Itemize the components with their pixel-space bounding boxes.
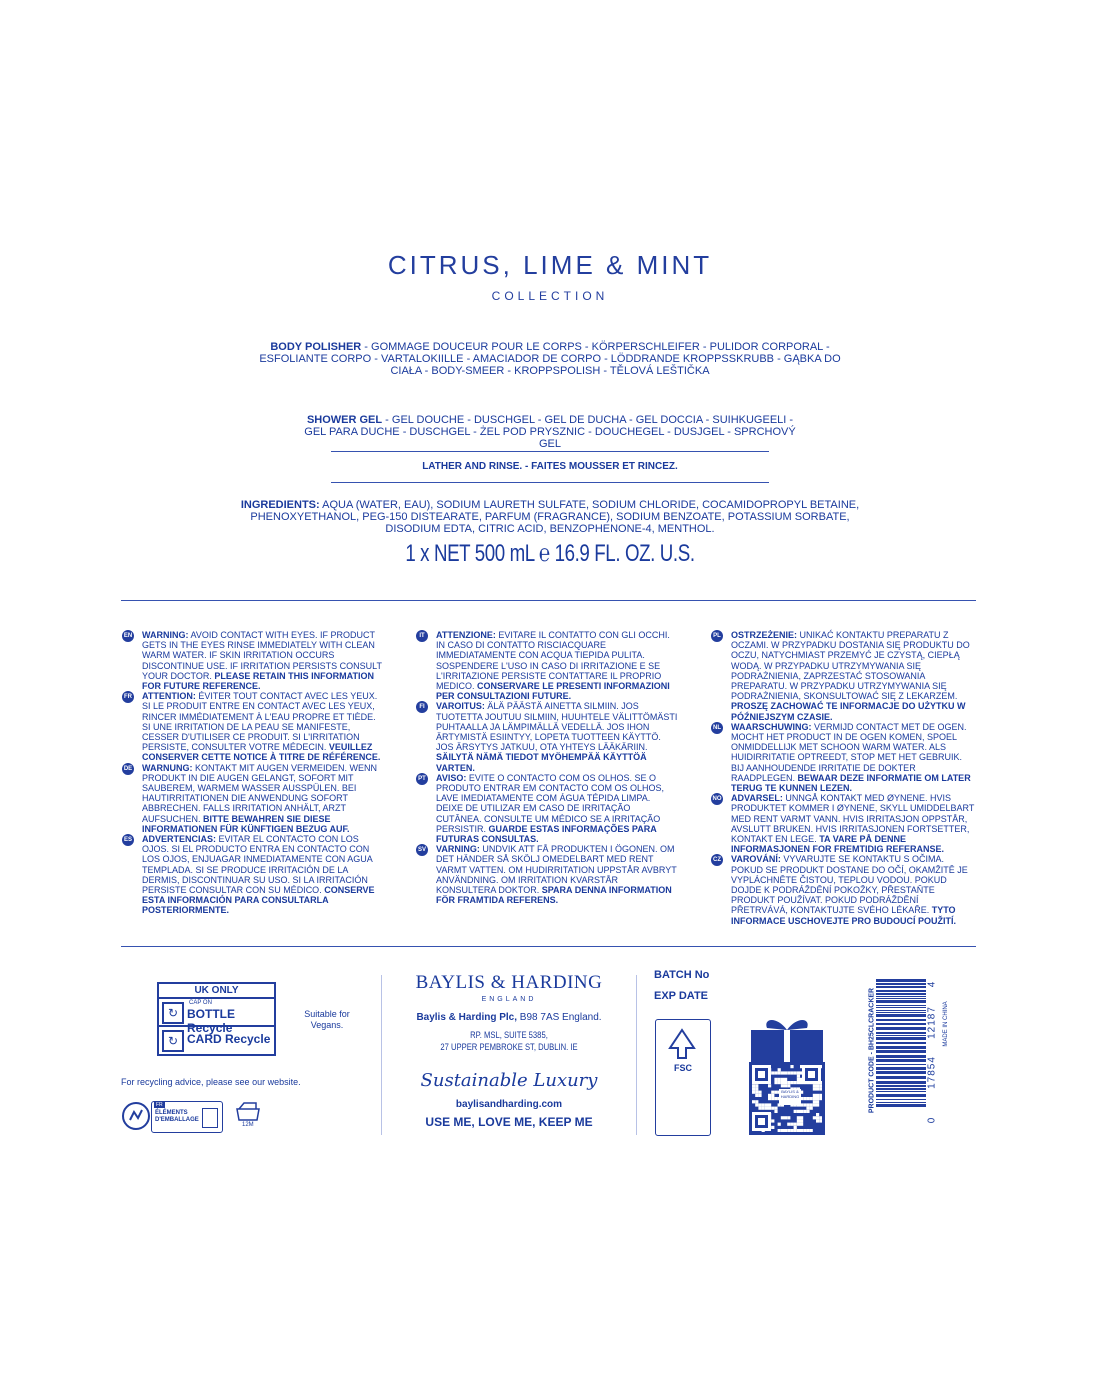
- bottle-recycle-label: BOTTLE Recycle: [187, 1007, 235, 1035]
- eu-address-line2: 27 UPPER PEMBROKE ST, DUBLIN. IE: [440, 1042, 578, 1052]
- warning-lead: WARNING:: [142, 630, 189, 640]
- tree-icon: [666, 1028, 698, 1060]
- body-polisher-names: [250, 341, 850, 377]
- ingredients-text: AQUA (WATER, EAU), SODIUM LAURETH SULFATE, SODIUM CHLORIDE, COCAMIDOPROPYL BETAINE, PHENOXYETHANOL, PEG-150 DISTEARATE, PARFUM (FRAGRANCE), SODIUM BENZOATE, POTASSIUM SORBATE, DISODIUM EDTA, CITRIC ACID, BENZOPHENONE-4, MENTHOL.: [250, 499, 860, 535]
- warning-lead: ADVERTENCIAS:: [142, 834, 217, 845]
- uk-address: [382, 1012, 636, 1023]
- barcode-digits-group2: 12187: [926, 1006, 938, 1039]
- warning-text: ÉVITER TOUT CONTACT AVEC LES YEUX. SI LE PRODUIT ENTRE EN CONTACT AVEC LES YEUX, RINCER IMMÉDIATEMENT À L'EAU PROPRE ET TIÈDE. SI UNE IRRITATION DE LA PEAU SE MANIFESTE, CESSER D'UTILISER CE PRODUIT. SI L'IRRITATION PERSISTE, CONSULTER VOTRE MÉDECIN.: [142, 691, 378, 753]
- uk-only-label: UK ONLY: [159, 984, 274, 999]
- collection-subtitle: COLLECTION: [491, 289, 609, 303]
- language-badge: ES: [122, 834, 134, 846]
- warnings-bottom-rule: [121, 946, 976, 947]
- language-badge: PT: [416, 773, 428, 785]
- warning-text: UNDVIK ATT FÅ PRODUKTEN I ÖGONEN. OM DET HÄNDER SÅ SKÖLJ OMEDELBART MED RENT VARMT VATTEN. OM HUDIRRITATION UPPSTÅR AVBRYT ANVÄNDNING. OM IRRITATION KVARSTÅR KONSULTERA DOKTOR.: [436, 844, 677, 896]
- fr-elements-label: ÉLÉMENTS D'EMBALLAGE: [155, 1110, 199, 1123]
- warning-lead: ATTENZIONE:: [436, 630, 496, 640]
- warning-lead: ADVARSEL:: [731, 793, 783, 804]
- warning-retain-note: CONSERVE ESTA INFORMACIÓN PARA CONSULTARLA POSTERIORMENTE.: [142, 885, 375, 916]
- directions: LATHER AND RINSE. - FAITES MOUSSER ET RINCEZ.: [422, 461, 678, 472]
- eu-address-line1: RP. MSL, SUITE 5385,: [470, 1030, 548, 1040]
- language-badge: CZ: [711, 854, 723, 866]
- recycling-advice: For recycling advice, please see our website.: [121, 1077, 301, 1087]
- warnings-column-2: [416, 630, 678, 905]
- warning-text: UNNGÅ KONTAKT MED ØYNENE. HVIS PRODUKTET KOMMER I ØYNENE, SKYLL UMIDDELBART MED RENT VARMT VANN. HVIS IRRITASJON OPPSTÅR, AVSLUTT BRUKEN. HVIS IRRITASJONEN FORTSETTER, KONTAKT EN LEGE.: [731, 793, 975, 845]
- uk-address-rest: B98 7AS England.: [517, 1012, 602, 1023]
- warning-it: [416, 630, 678, 701]
- fsc-label: FSC: [674, 1063, 692, 1073]
- language-badge: PL: [711, 630, 723, 642]
- warning-text: VERMIJD CONTACT MET DE OGEN. MOCHT HET PRODUCT IN DE OGEN KOMEN, SPOEL ONMIDDELLIJK MET SCHOON WARM WATER. ALS HUIDIRRITATIE OPTREEDT, STOP MET HET GEBRUIK. BIJ AANHOUDENDE IRRITATIE DE DOKTER RAADPLEGEN.: [731, 721, 967, 783]
- barcode-digit-left: 0: [926, 1117, 938, 1124]
- warning-retain-note: TYTO INFORMACE USCHOVEJTE PRO BUDOUCÍ POUŽITÍ.: [731, 905, 957, 926]
- net-volume: 1 x NET 500 mL ℮ 16.9 FL. OZ. U.S.: [405, 540, 695, 567]
- language-badge: IT: [416, 630, 428, 642]
- warning-lead: VAROITUS:: [436, 701, 485, 712]
- fsc-logo: [655, 1019, 711, 1136]
- brand-country: ENGLAND: [481, 996, 537, 1003]
- warning-lead: WARNUNG:: [142, 762, 193, 773]
- fr-info-tri-logo: [151, 1101, 223, 1133]
- warning-text: UNIKAĆ KONTAKTU PREPARATU Z OCZAMI. W PRZYPADKU DOSTANIA SIĘ PRODUKTU DO OCZU, NATYCHMIAST PRZEMYĆ JE CZYSTĄ, CIEPŁĄ WODĄ. W PRZYPADKU UTRZYMYWANIA SIĘ PODRAŻNIENIA, ZAPRZESTAĆ STOSOWANIA PREPARATU. W PRZYPADKU UTRZYMYWANIA SIĘ PODRAŻNIENIA, SKONSULTOWAĆ SIĘ Z LEKARZEM.: [731, 630, 970, 702]
- warnings-top-rule: [121, 600, 976, 601]
- card-recycle-label: CARD Recycle: [187, 1032, 271, 1046]
- language-badge: SV: [416, 844, 428, 856]
- vegan-label: Suitable for Vegans.: [304, 1009, 350, 1030]
- warning-text: EVITARE IL CONTATTO CON GLI OCCHI. IN CASO DI CONTATTO RISCIACQUARE IMMEDIATAMENTE CON ACQUA TIEPIDA PULITA. SOSPENDERE L'USO IN CASO DI IRRITAZIONE E SE L'IRRITAZIONE PERSISTE CONTATTARE IL PROPRIO MEDICO.: [436, 630, 670, 692]
- language-badge: NL: [711, 722, 723, 734]
- fr-code: FR: [156, 1102, 163, 1108]
- collection-title: CITRUS, LIME & MINT: [387, 250, 713, 280]
- warning-retain-note: SÄILYTÄ NÄMÄ TIEDOT MYÖHEMPÄÄ KÄYTTÖÄ VARTEN.: [436, 752, 647, 773]
- uk-recycle-box: [157, 982, 276, 1056]
- qr-center-mark: BAYLIS & HARDING: [779, 1089, 801, 1105]
- warnings-column-1: [122, 630, 384, 916]
- warning-lead: ATTENTION:: [142, 691, 196, 702]
- language-badge: DE: [122, 763, 134, 775]
- warnings-column-3: [711, 630, 977, 926]
- warning-lead: OSTRZEŻENIE:: [731, 630, 798, 640]
- warning-de: [122, 763, 384, 834]
- warning-lead: VAROVÁNÍ:: [731, 854, 781, 865]
- website: baylisandharding.com: [455, 1099, 563, 1110]
- warning-pt: [416, 773, 678, 844]
- warning-en: [122, 630, 384, 691]
- ingredients-label: INGREDIENTS:: [240, 499, 320, 511]
- divider-top: [331, 451, 769, 452]
- body-polisher-lead: BODY POLISHER: [270, 341, 362, 353]
- barcode-bars: [876, 979, 926, 1107]
- warning-text: AVOID CONTACT WITH EYES. IF PRODUCT GETS IN THE EYES RINSE IMMEDIATELY WITH CLEAN WARM WATER. IF SKIN IRRITATION OCCURS DISCONTINUE USE. IF IRRITATION PERSISTS CONSULT YOUR DOCTOR.: [142, 630, 382, 681]
- warning-retain-note: BITTE BEWAHREN SIE DIESE INFORMATIONEN FÜR KÜNFTIGEN BEZUG AUF.: [142, 813, 350, 834]
- warning-retain-note: VEUILLEZ CONSERVER CETTE NOTICE À TITRE DE RÉFÉRENCE.: [142, 742, 381, 763]
- warning-sv: [416, 844, 678, 905]
- pao-label: 12M: [242, 1122, 254, 1128]
- divider-bottom: [331, 482, 769, 483]
- pao-icon: [234, 1101, 262, 1133]
- recycle-loop-icon: ↻: [162, 1030, 184, 1052]
- language-badge: NO: [711, 793, 723, 805]
- bin-icon: [202, 1108, 218, 1128]
- warning-retain-note: TA VARE PÅ DENNE INFORMASJONEN FOR FREMTIDIG REFERANSE.: [731, 834, 945, 855]
- warning-nl: [711, 722, 977, 793]
- warning-lead: WAARSCHUWING:: [731, 721, 812, 732]
- recycle-loop-icon: ↻: [162, 1002, 184, 1024]
- warning-retain-note: BEWAAR DEZE INFORMATIE OM LATER TERUG TE KUNNEN LEZEN.: [731, 772, 971, 794]
- warning-fi: [416, 701, 678, 772]
- language-badge: EN: [122, 630, 134, 642]
- exp-date-label: EXP DATE: [654, 990, 708, 1002]
- warning-pl: [711, 630, 977, 722]
- warning-text: EVITAR EL CONTACTO CON LOS OJOS. SI EL PRODUCTO ENTRA EN CONTACTO CON LOS OJOS, ENJUAGAR INMEDIATAMENTE CON AGUA TEMPLADA. SI SE PRODUCE IRRITACIÓN DE LA DERMIS, DISCONTINUAR SU USO. SI LA IRRITACIÓN PERSISTE CONSULTAR CON SU MÉDICO.: [142, 834, 373, 896]
- uk-address-lead: Baylis & Harding Plc,: [416, 1012, 518, 1023]
- warning-fr: [122, 691, 384, 762]
- warning-text: VYVARUJTE SE KONTAKTU S OČIMA. POKUD SE PRODUKT DOSTANE DO OČÍ, OKAMŽITĚ JE VYPLÁCHNĚTE ČISTOU, TEPLOU VODOU. POKUD DOJDE K PODRÁŽDĚNÍ POKOŽKY, PŘESTAŇTE PRODUKT POUŽÍVAT. POKUD PODRÁŽDĚNÍ PŘETRVÁVÁ, KONTAKTUJTE SVÉHO LÉKAŘE.: [731, 854, 968, 916]
- body-polisher-rest: - GOMMAGE DOUCEUR POUR LE CORPS - KÖRPERSCHLEIFER - PULIDOR CORPORAL - ESFOLIANTE CORPO - VARTALOKIILLE - AMACIADOR DE CORPO - LÖDDRANDE KROPPSSKRUBB - GĄBKA DO CIAŁA - BODY-SMEER - KROPPSPOLISH - TĚLOVÁ LEŠTIČKA: [259, 341, 841, 377]
- warning-retain-note: PLEASE RETAIN THIS INFORMATION FOR FUTURE REFERENCE.: [142, 670, 375, 692]
- shower-gel-lead: SHOWER GEL: [306, 414, 383, 426]
- warning-retain-note: CONSERVARE LE PRESENTI INFORMAZIONI PER CONSULTAZIONI FUTURE.: [436, 681, 670, 702]
- warning-text: EVITE O CONTACTO COM OS OLHOS. SE O PRODUTO ENTRAR EM CONTACTO COM OS OLHOS, LAVE IMEDIATAMENTE COM ÁGUA TÉPIDA LIMPA. DEIXE DE UTILIZAR EM CASO DE IRRITAÇÃO CUTÂNEA. CONSULTE UM MÉDICO SE A IRRITAÇÃO PERSISTIR.: [436, 772, 665, 834]
- warning-no: [711, 793, 977, 854]
- qr-code[interactable]: [749, 1062, 825, 1135]
- warning-retain-note: PROSZĘ ZACHOWAĆ TE INFORMACJE DO UŻYTKU W PÓŹNIEJSZYM CZASIE.: [731, 701, 966, 722]
- barcode-digits-group1: 17854: [926, 1056, 938, 1089]
- slogan: USE ME, LOVE ME, KEEP ME: [425, 1115, 593, 1129]
- brand-logo: BAYLIS & HARDING: [415, 972, 603, 993]
- shower-gel-rest: - GEL DOUCHE - DUSCHGEL - GEL DE DUCHA - GEL DOCCIA - SUIHKUGEELI - GEL PARA DUCHE - DUSCHGEL - ŻEL POD PRYSZNIC - DOUCHEGEL - DUSJGEL - SPRCHOVÝ GEL: [304, 414, 796, 450]
- warning-lead: AVISO:: [436, 772, 467, 783]
- warning-text: KONTAKT MIT AUGEN VERMEIDEN. WENN PRODUKT IN DIE AUGEN GELANGT, SOFORT MIT SAUBEREM, WARMEM WASSER AUSSPÜLEN. BEI HAUTIRRITATIONEN DIE ANWENDUNG SOFORT ABBRECHEN. FALLS IRRITATION ANHÄLT, ARZT AUFSUCHEN.: [142, 762, 378, 824]
- warning-text: ÄLÄ PÄÄSTÄ AINETTA SILMIIN. JOS TUOTETTA JOUTUU SILMIIN, HUUHTELE VÄLITTÖMÄSTI PUHTAALLA JA LÄMPIMÄLLÄ VEDELLÄ. JOS IHON ÄRTYMISTÄ ESIINTYY, LOPETA TUOTTEEN KÄYTTÖ. JOS ÄRSYTYS JATKUU, OTA YHTEYS LÄÄKÄRIIN.: [436, 701, 678, 753]
- barcode-area: [862, 975, 952, 1135]
- shower-gel-names: [300, 414, 800, 450]
- language-badge: FR: [122, 691, 134, 703]
- language-badge: FI: [416, 701, 428, 713]
- cap-on-label: CAP ON: [189, 1000, 212, 1006]
- divider-v2: [636, 975, 637, 1135]
- product-code: PRODUCT CODE - BH25CLCRACKER: [868, 987, 876, 1114]
- warning-retain-note: GUARDE ESTAS INFORMAÇÕES PARA FUTURAS CONSULTAS.: [436, 823, 657, 845]
- warning-retain-note: SPARA DENNA INFORMATION FÖR FRAMTIDA REFERENS.: [436, 885, 672, 906]
- barcode-digit-right: 4: [926, 981, 938, 988]
- triman-icon: [121, 1101, 151, 1131]
- batch-no-label: BATCH No: [654, 969, 710, 981]
- warning-lead: VARNING:: [436, 844, 480, 855]
- ingredients: [230, 499, 870, 535]
- sustainable-luxury-script: Sustainable Luxury: [420, 1070, 598, 1091]
- warning-es: [122, 834, 384, 916]
- gift-box-icon: [749, 1012, 825, 1062]
- made-in-label: MADE IN CHINA: [943, 1001, 949, 1047]
